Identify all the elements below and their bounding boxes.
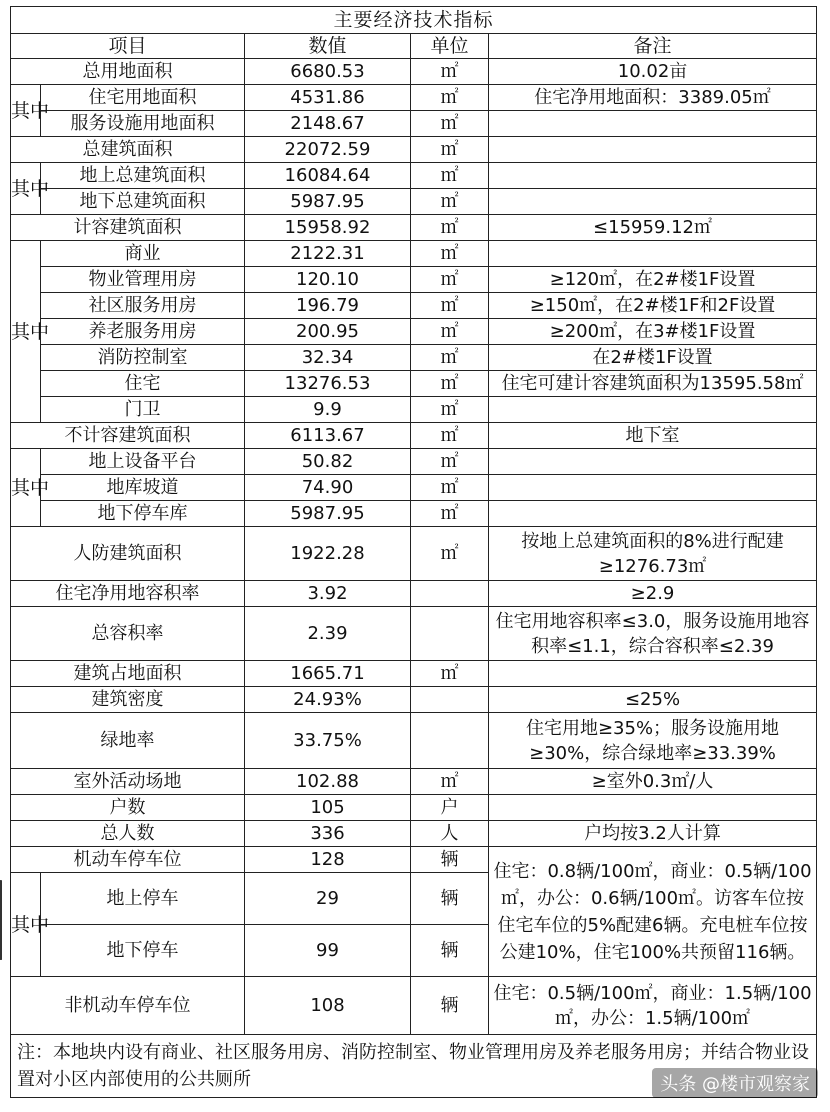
indicator-sheet [10, 6, 816, 1098]
row-unit: 户 [411, 795, 489, 821]
qizhong-label: 其中 [11, 85, 41, 137]
row-value: 196.79 [245, 293, 411, 319]
row-unit: ㎡ [411, 475, 489, 501]
row-remark: 住宅：0.5辆/100㎡，商业：1.5辆/100㎡，办公：1.5辆/100㎡ [489, 977, 817, 1035]
table-title: 主要经济技术指标 [11, 7, 817, 34]
row-value: 74.90 [245, 475, 411, 501]
table-row [11, 345, 817, 371]
row-unit: ㎡ [411, 449, 489, 475]
row-item: 地上总建筑面积 [41, 163, 245, 189]
row-item: 绿地率 [11, 713, 245, 769]
row-unit: 人 [411, 821, 489, 847]
row-remark [489, 449, 817, 475]
row-value: 29 [245, 873, 411, 925]
row-item: 住宅用地面积 [41, 85, 245, 111]
row-value: 99 [245, 925, 411, 977]
row-item: 地下停车 [41, 925, 245, 977]
row-unit: ㎡ [411, 59, 489, 85]
row-remark: ≥200㎡，在3#楼1F设置 [489, 319, 817, 345]
table-row [11, 189, 817, 215]
row-item: 养老服务用房 [41, 319, 245, 345]
header-item: 项目 [11, 34, 245, 59]
row-value: 32.34 [245, 345, 411, 371]
row-item: 物业管理用房 [41, 267, 245, 293]
row-item: 机动车停车位 [11, 847, 245, 873]
table-row [11, 501, 817, 527]
row-remark: 住宅可建计容建筑面积为13595.58㎡ [489, 371, 817, 397]
table-row [11, 449, 817, 475]
table-row [11, 137, 817, 163]
row-unit: ㎡ [411, 423, 489, 449]
row-unit: ㎡ [411, 85, 489, 111]
table-row [11, 319, 817, 345]
qizhong-label: 其中 [11, 449, 41, 527]
header-value: 数值 [245, 34, 411, 59]
row-unit [411, 713, 489, 769]
row-item: 总容积率 [11, 607, 245, 661]
row-remark: 住宅净用地面积：3389.05㎡ [489, 85, 817, 111]
header-row [11, 34, 817, 59]
row-value: 5987.95 [245, 501, 411, 527]
row-value: 50.82 [245, 449, 411, 475]
row-item: 建筑占地面积 [11, 661, 245, 687]
row-unit [411, 581, 489, 607]
table-row [11, 111, 817, 137]
qizhong-label: 其中 [11, 873, 41, 977]
row-unit: ㎡ [411, 345, 489, 371]
row-unit: ㎡ [411, 397, 489, 423]
row-value: 6680.53 [245, 59, 411, 85]
row-unit [411, 687, 489, 713]
row-unit: 辆 [411, 977, 489, 1035]
row-item: 室外活动场地 [11, 769, 245, 795]
row-item: 建筑密度 [11, 687, 245, 713]
row-remark: ≥150㎡，在2#楼1F和2F设置 [489, 293, 817, 319]
row-unit: ㎡ [411, 189, 489, 215]
table-row [11, 397, 817, 423]
row-unit: ㎡ [411, 163, 489, 189]
table-row [11, 581, 817, 607]
row-item: 非机动车停车位 [11, 977, 245, 1035]
row-value: 3.92 [245, 581, 411, 607]
row-unit: 辆 [411, 925, 489, 977]
row-value: 1665.71 [245, 661, 411, 687]
row-value: 16084.64 [245, 163, 411, 189]
table-row [11, 847, 817, 873]
row-item: 户数 [11, 795, 245, 821]
row-item: 门卫 [41, 397, 245, 423]
row-value: 200.95 [245, 319, 411, 345]
table-row [11, 59, 817, 85]
row-item: 地下总建筑面积 [41, 189, 245, 215]
row-item: 地库坡道 [41, 475, 245, 501]
row-item: 商业 [41, 241, 245, 267]
row-unit: 辆 [411, 873, 489, 925]
page-edge-mark [0, 880, 10, 960]
row-remark [489, 137, 817, 163]
row-remark: ≥2.9 [489, 581, 817, 607]
row-unit: ㎡ [411, 267, 489, 293]
row-value: 24.93% [245, 687, 411, 713]
row-unit: ㎡ [411, 501, 489, 527]
row-remark: 住宅用地≥35%；服务设施用地≥30%，综合绿地率≥33.39% [489, 713, 817, 769]
row-remark: 户均按3.2人计算 [489, 821, 817, 847]
row-value: 108 [245, 977, 411, 1035]
table-row [11, 371, 817, 397]
row-unit: ㎡ [411, 319, 489, 345]
table-row [11, 687, 817, 713]
row-remark [489, 189, 817, 215]
row-remark [489, 397, 817, 423]
row-value: 105 [245, 795, 411, 821]
row-value: 4531.86 [245, 85, 411, 111]
footnote: 注：本地块内设有商业、社区服务用房、消防控制室、物业管理用房及养老服务用房；并结合物业设置对小区内部使用的公共厕所 [11, 1035, 817, 1098]
row-item: 服务设施用地面积 [41, 111, 245, 137]
row-value: 6113.67 [245, 423, 411, 449]
row-item: 消防控制室 [41, 345, 245, 371]
row-remark [489, 241, 817, 267]
row-remark [489, 501, 817, 527]
table-row [11, 85, 817, 111]
table-row [11, 661, 817, 687]
row-remark: 按地上总建筑面积的8%进行配建≥1276.73㎡ [489, 527, 817, 581]
row-value: 15958.92 [245, 215, 411, 241]
row-unit: ㎡ [411, 661, 489, 687]
row-item: 住宅净用地容积率 [11, 581, 245, 607]
row-value: 336 [245, 821, 411, 847]
row-unit: ㎡ [411, 215, 489, 241]
row-unit: ㎡ [411, 137, 489, 163]
row-remark: 10.02亩 [489, 59, 817, 85]
row-item: 地上设备平台 [41, 449, 245, 475]
table-row [11, 821, 817, 847]
watermark: 头条 @楼市观察家 [652, 1068, 818, 1098]
table-row [11, 423, 817, 449]
row-item: 地上停车 [41, 873, 245, 925]
row-value: 33.75% [245, 713, 411, 769]
table-row [11, 713, 817, 769]
table-row [11, 293, 817, 319]
row-item: 总用地面积 [11, 59, 245, 85]
table-row [11, 607, 817, 661]
row-value: 5987.95 [245, 189, 411, 215]
row-remark [489, 661, 817, 687]
row-remark: ≤15959.12㎡ [489, 215, 817, 241]
row-value: 2.39 [245, 607, 411, 661]
row-item: 地下停车库 [41, 501, 245, 527]
row-value: 1922.28 [245, 527, 411, 581]
row-value: 2122.31 [245, 241, 411, 267]
title-row [11, 7, 817, 34]
row-remark: 地下室 [489, 423, 817, 449]
table-row [11, 215, 817, 241]
row-item: 不计容建筑面积 [11, 423, 245, 449]
row-unit: ㎡ [411, 527, 489, 581]
indicator-table [10, 6, 817, 1098]
header-remark: 备注 [489, 34, 817, 59]
row-remark [489, 163, 817, 189]
row-value: 22072.59 [245, 137, 411, 163]
row-remark: 住宅用地容积率≤3.0，服务设施用地容积率≤1.1，综合容积率≤2.39 [489, 607, 817, 661]
row-remark: ≥120㎡，在2#楼1F设置 [489, 267, 817, 293]
row-unit: ㎡ [411, 293, 489, 319]
row-unit: 辆 [411, 847, 489, 873]
row-value: 2148.67 [245, 111, 411, 137]
table-row [11, 163, 817, 189]
row-value: 102.88 [245, 769, 411, 795]
row-item: 人防建筑面积 [11, 527, 245, 581]
row-item: 总人数 [11, 821, 245, 847]
row-item: 住宅 [41, 371, 245, 397]
row-remark: ≥室外0.3㎡/人 [489, 769, 817, 795]
table-row [11, 795, 817, 821]
table-row [11, 475, 817, 501]
row-remark: ≤25% [489, 687, 817, 713]
qizhong-label: 其中 [11, 241, 41, 423]
table-row [11, 267, 817, 293]
table-row [11, 977, 817, 1035]
row-item: 总建筑面积 [11, 137, 245, 163]
row-remark: 住宅：0.8辆/100㎡，商业：0.5辆/100㎡，办公：0.6辆/100㎡。访客车位按住宅车位的5%配建6辆。充电桩车位按公建10%，住宅100%共预留116辆。 [489, 847, 817, 977]
table-row [11, 769, 817, 795]
qizhong-label: 其中 [11, 163, 41, 215]
row-unit [411, 607, 489, 661]
row-value: 9.9 [245, 397, 411, 423]
row-remark [489, 475, 817, 501]
row-value: 120.10 [245, 267, 411, 293]
row-value: 13276.53 [245, 371, 411, 397]
row-remark [489, 795, 817, 821]
row-unit: ㎡ [411, 111, 489, 137]
row-item: 计容建筑面积 [11, 215, 245, 241]
row-item: 社区服务用房 [41, 293, 245, 319]
table-row [11, 241, 817, 267]
header-unit: 单位 [411, 34, 489, 59]
row-unit: ㎡ [411, 241, 489, 267]
table-row [11, 527, 817, 581]
row-remark: 在2#楼1F设置 [489, 345, 817, 371]
row-unit: ㎡ [411, 371, 489, 397]
row-value: 128 [245, 847, 411, 873]
row-remark [489, 111, 817, 137]
row-unit: ㎡ [411, 769, 489, 795]
